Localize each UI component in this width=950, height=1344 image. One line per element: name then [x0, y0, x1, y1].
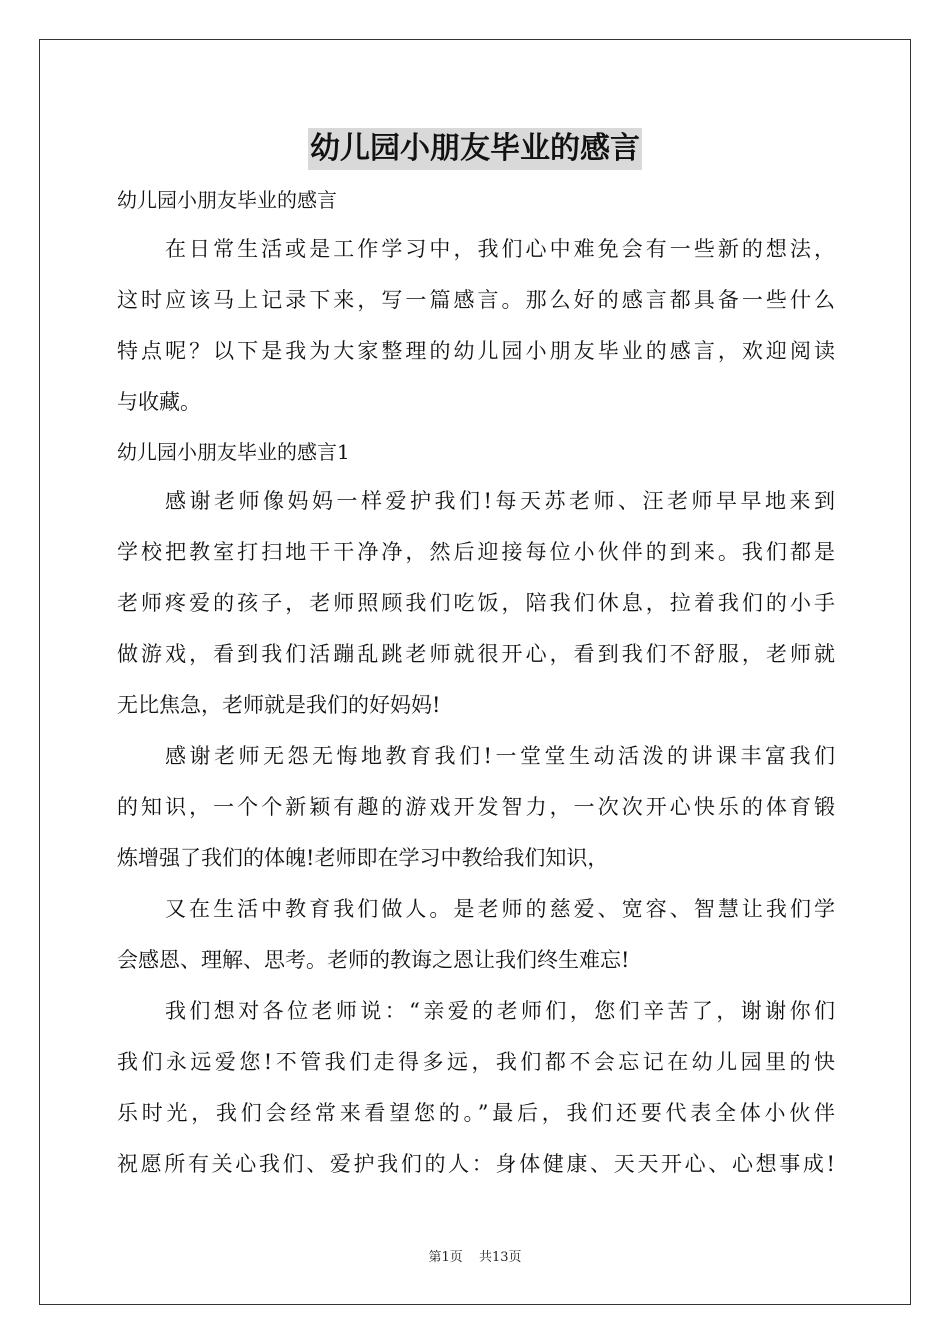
para1-line-2: 学校把教室打扫地干干净净，然后迎接每位小伙伴的到来。我们都是: [117, 540, 835, 564]
subtitle: 幼儿园小朋友毕业的感言: [117, 188, 337, 212]
para1-line-5: 无比焦急，老师就是我们的好妈妈!: [117, 693, 441, 717]
document-body: [117, 176, 835, 1190]
para1-line-3: 老师疼爱的孩子，老师照顾我们吃饭，陪我们休息，拉着我们的小手: [117, 591, 835, 615]
para2-line-1: 感谢老师无怨无悔地教育我们!一堂堂生动活泼的讲课丰富我们: [165, 744, 835, 768]
title-wrap: [0, 128, 950, 170]
section-heading: 幼儿园小朋友毕业的感言1: [117, 440, 350, 464]
document-title: 幼儿园小朋友毕业的感言: [308, 128, 642, 170]
intro-line-2: 这时应该马上记录下来，写一篇感言。那么好的感言都具备一些什么: [117, 288, 835, 312]
para4-line-3: 乐时光，我们会经常来看望您的。”最后，我们还要代表全体小伙伴: [117, 1101, 835, 1125]
intro-line-4: 与收藏。: [117, 390, 201, 414]
page-number: 第1页: [428, 1250, 463, 1265]
para1-line-4: 做游戏，看到我们活蹦乱跳老师就很开心，看到我们不舒服，老师就: [117, 642, 835, 666]
para2-line-3: 炼增强了我们的体魄!老师即在学习中教给我们知识，: [117, 846, 609, 870]
para4-line-2: 我们永远爱您!不管我们走得多远，我们都不会忘记在幼儿园里的快: [117, 1050, 835, 1074]
para3-line-2: 会感恩、理解、思考。老师的教诲之恩让我们终生难忘!: [117, 948, 630, 972]
page-total: 共13页: [478, 1250, 522, 1265]
para3-line-1: 又在生活中教育我们做人。是老师的慈爱、宽容、智慧让我们学: [165, 897, 835, 921]
intro-line-1: 在日常生活或是工作学习中，我们心中难免会有一些新的想法，: [165, 237, 835, 261]
para1-line-1: 感谢老师像妈妈一样爱护我们!每天苏老师、汪老师早早地来到: [165, 489, 835, 513]
para4-line-1: 我们想对各位老师说：“亲爱的老师们，您们辛苦了，谢谢你们: [165, 999, 835, 1023]
page-footer: [0, 1246, 950, 1265]
intro-line-3: 特点呢？以下是我为大家整理的幼儿园小朋友毕业的感言，欢迎阅读: [117, 339, 835, 363]
para2-line-2: 的知识，一个个新颖有趣的游戏开发智力，一次次开心快乐的体育锻: [117, 795, 835, 819]
para4-line-4: 祝愿所有关心我们、爱护我们的人：身体健康、天天开心、心想事成!: [117, 1152, 835, 1176]
